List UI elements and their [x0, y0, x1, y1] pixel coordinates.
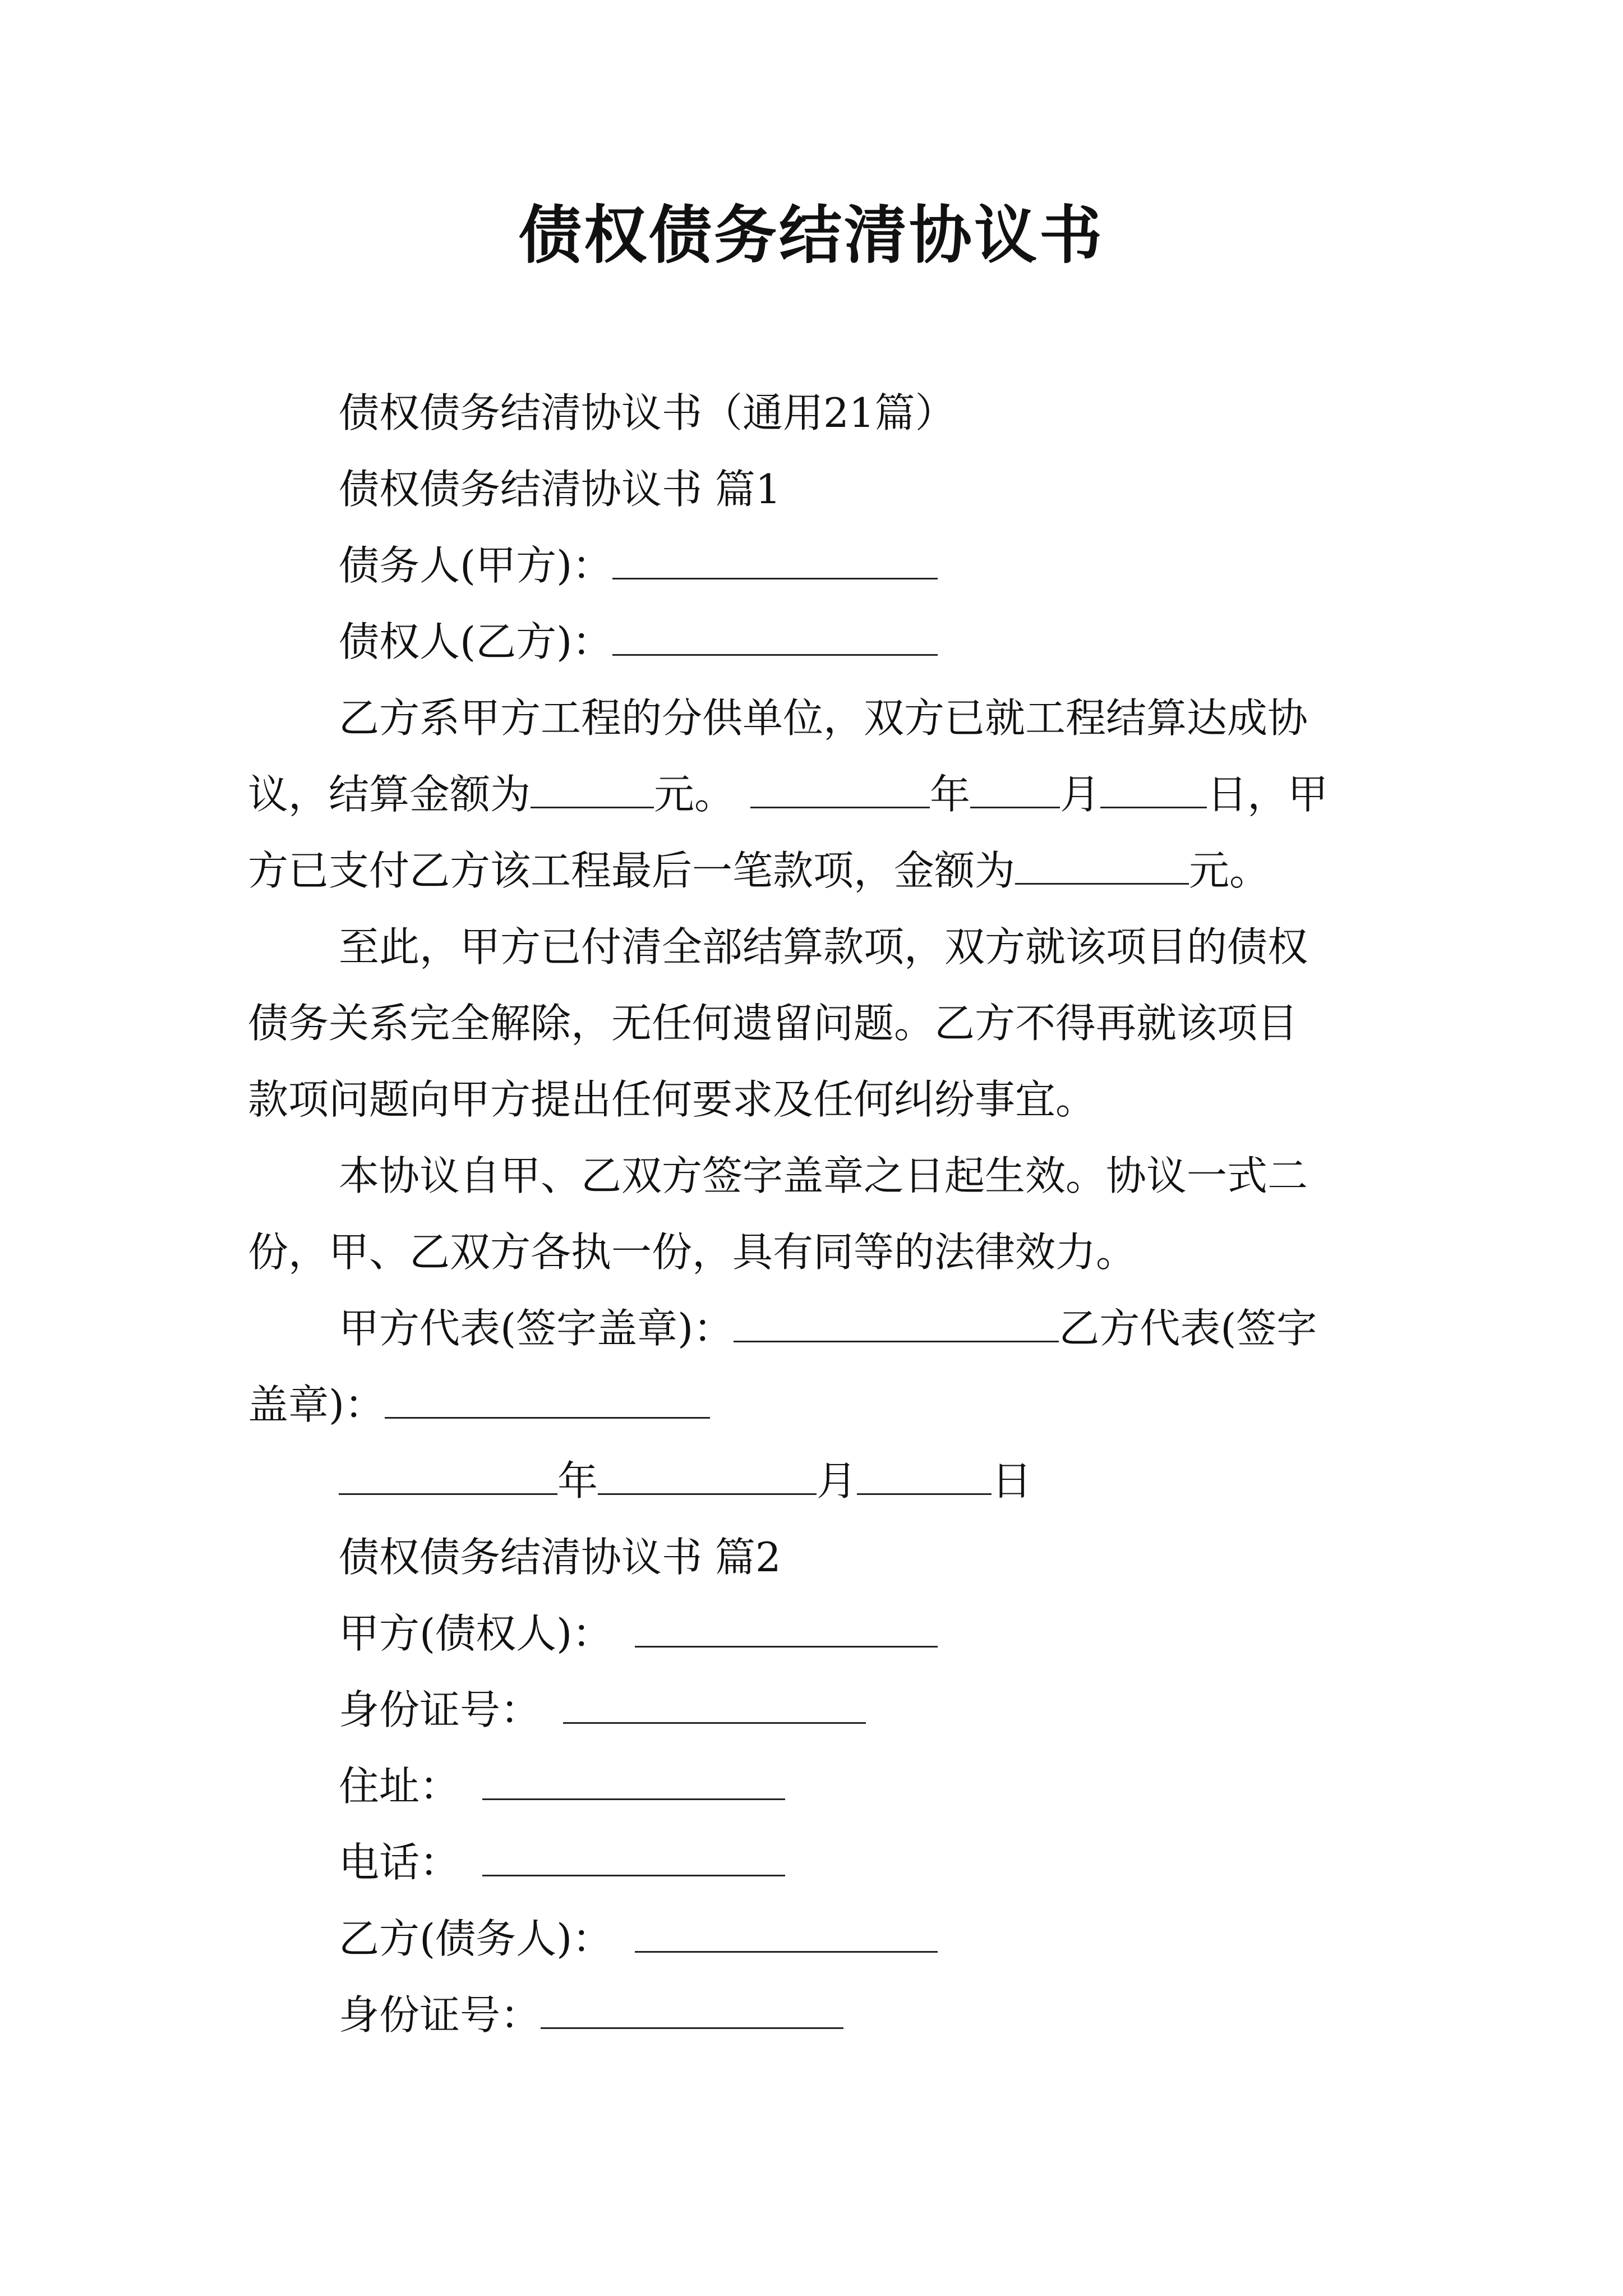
- field-label: 住址：: [339, 1763, 460, 1810]
- date-label: 年: [557, 1457, 598, 1504]
- party-b-id-line: [339, 1987, 1477, 2043]
- paragraph-line: [248, 995, 1386, 1051]
- creditor-name-blank: [612, 616, 938, 656]
- field-label: 身份证号：: [339, 1991, 541, 2039]
- date-label: 月: [817, 1457, 857, 1504]
- sign-day-blank: [857, 1455, 992, 1495]
- party-a-id-line: [339, 1682, 1477, 1738]
- paragraph-line: [339, 1148, 1477, 1204]
- creditor-party-b-line: [339, 614, 1477, 670]
- paragraph-line: [248, 1071, 1386, 1128]
- date-label: 日: [992, 1457, 1032, 1504]
- paragraph-text: 日，甲: [1207, 771, 1329, 818]
- date-line: [339, 1453, 1477, 1509]
- section-heading-2: [339, 1529, 1477, 1585]
- party-b-rep-label: 盖章)：: [248, 1381, 385, 1428]
- paragraph-line: [339, 919, 1477, 975]
- field-label: 债权人(乙方)：: [339, 618, 613, 665]
- field-label: 乙方(债务人)：: [339, 1915, 613, 1962]
- section-heading-text: 债权债务结清协议书 篇1: [339, 466, 781, 513]
- day-blank: [1100, 769, 1207, 808]
- party-a-phone-line: [339, 1834, 1477, 1890]
- debtor-party-a-line: [339, 537, 1477, 593]
- party-b-debtor-line: [339, 1911, 1477, 1967]
- settlement-amount-blank: [531, 769, 654, 808]
- party-a-rep-label: 甲方代表(签字盖章)：: [339, 1305, 734, 1352]
- paragraph-text: 至此，甲方已付清全部结算款项，双方就该项目的债权: [339, 923, 1308, 970]
- paragraph-text: 方已支付乙方该工程最后一笔款项，金额为: [248, 847, 1016, 894]
- paragraph-text: 议，结算金额为: [248, 771, 531, 818]
- party-b-signature-blank: [385, 1379, 710, 1419]
- sign-year-blank: [339, 1455, 557, 1495]
- party-a-phone-blank: [482, 1837, 785, 1876]
- paragraph-line: [248, 766, 1386, 822]
- subtitle-text: 债权债务结清协议书（通用21篇）: [339, 389, 956, 436]
- year-blank: [750, 769, 930, 808]
- document-title: 债权债务结清协议书: [519, 199, 1104, 272]
- paragraph-line: [248, 843, 1386, 899]
- section-heading-1: [339, 461, 1477, 517]
- party-b-rep-label: 乙方代表(签字: [1059, 1305, 1317, 1352]
- party-a-address-line: [339, 1758, 1477, 1814]
- paragraph-line: [339, 690, 1477, 746]
- signature-line: [339, 1300, 1477, 1356]
- paragraph-text: 乙方系甲方工程的分供单位，双方已就工程结算达成协: [339, 694, 1308, 742]
- paragraph-text: 债务关系完全解除，无任何遗留问题。乙方不得再就该项目: [248, 1000, 1298, 1047]
- field-label: 电话：: [339, 1839, 460, 1886]
- party-a-name-blank: [635, 1608, 938, 1648]
- paragraph-text: 元。: [1189, 847, 1270, 894]
- sign-month-blank: [598, 1455, 817, 1495]
- subtitle-line: [339, 385, 1477, 441]
- party-b-name-blank: [635, 1913, 938, 1953]
- party-a-address-blank: [482, 1760, 785, 1800]
- paragraph-text: 元。: [654, 771, 735, 818]
- signature-line: [248, 1377, 1386, 1433]
- section-heading-text: 债权债务结清协议书 篇2: [339, 1534, 781, 1581]
- paragraph-text: 款项问题向甲方提出任何要求及任何纠纷事宜。: [248, 1076, 1096, 1123]
- debtor-name-blank: [612, 540, 938, 579]
- party-a-id-blank: [563, 1684, 866, 1724]
- party-b-id-blank: [541, 1989, 843, 2029]
- party-a-signature-blank: [734, 1303, 1059, 1342]
- paragraph-text: 本协议自甲、乙双方签字盖章之日起生效。协议一式二: [339, 1152, 1308, 1199]
- party-a-creditor-line: [339, 1605, 1477, 1662]
- payment-amount-blank: [1015, 845, 1189, 885]
- paragraph-text: 年: [930, 771, 971, 818]
- month-blank: [970, 769, 1060, 808]
- field-label: 甲方(债权人)：: [339, 1610, 613, 1657]
- field-label: 债务人(甲方)：: [339, 542, 613, 589]
- paragraph-text: 月: [1060, 771, 1101, 818]
- paragraph-text: 份，甲、乙双方各执一份，具有同等的法律效力。: [248, 1228, 1137, 1276]
- paragraph-line: [248, 1224, 1386, 1280]
- field-label: 身份证号：: [339, 1686, 541, 1733]
